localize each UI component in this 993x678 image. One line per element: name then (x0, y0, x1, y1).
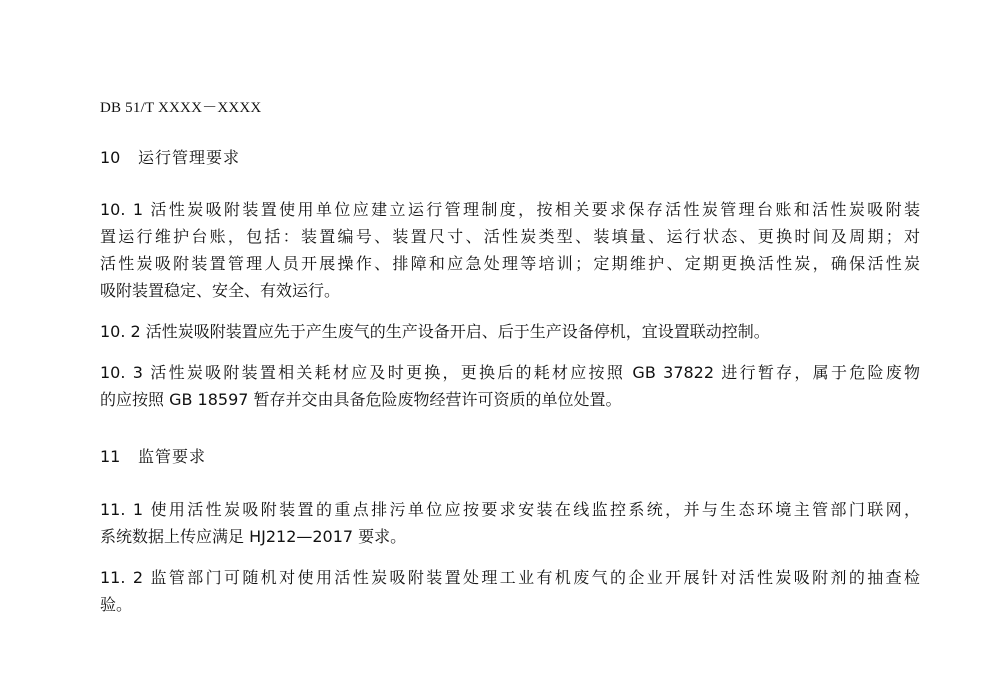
clause-line: 11. 2 监管部门可随机对使用活性炭吸附装置处理工业有机废气的企业开展针对活性炭吸附剂的抽查检 (100, 568, 920, 587)
clause-line: 10. 3 活性炭吸附装置相关耗材应及时更换，更换后的耗材应按照 GB 37822 进行暂存，属于危险废物 (100, 363, 920, 382)
clause-11-2 (100, 564, 920, 618)
section-title: 监管要求 (138, 447, 207, 466)
clause-line: 置运行维护台账，包括：装置编号、装置尺寸、活性炭类型、装填量、运行状态、更换时间及周期；对 (100, 227, 920, 246)
section-heading-11 (100, 444, 206, 467)
section-heading-10 (100, 145, 240, 168)
clause-line: 11. 1 使用活性炭吸附装置的重点排污单位应按要求安装在线监控系统，并与生态环境主管部门联网， (100, 500, 920, 519)
clause-10-2 (100, 318, 920, 345)
clause-line: 活性炭吸附装置管理人员开展操作、排障和应急处理等培训；定期维护、定期更换活性炭，确保活性炭 (100, 254, 920, 273)
section-title: 运行管理要求 (138, 148, 241, 167)
clause-line: 10. 1 活性炭吸附装置使用单位应建立运行管理制度，按相关要求保存活性炭管理台账和活性炭吸附装 (100, 200, 920, 219)
section-number: 11 (100, 447, 121, 466)
clause-10-1 (100, 196, 920, 304)
clause-10-3 (100, 359, 920, 413)
clause-line: 的应按照 GB 18597 暂存并交由具备危险废物经营许可资质的单位处置。 (100, 390, 622, 409)
clause-line: 吸附装置稳定、安全、有效运行。 (100, 281, 341, 300)
clause-line: 验。 (100, 595, 133, 614)
clause-line: 10. 2 活性炭吸附装置应先于产生废气的生产设备开启、后于生产设备停机，宜设置联动控制。 (100, 322, 770, 341)
clause-line: 系统数据上传应满足 HJ212—2017 要求。 (100, 527, 407, 546)
section-number: 10 (100, 148, 121, 167)
clause-11-1 (100, 496, 920, 550)
document-code: DB 51/T XXXX－XXXX (100, 100, 262, 116)
